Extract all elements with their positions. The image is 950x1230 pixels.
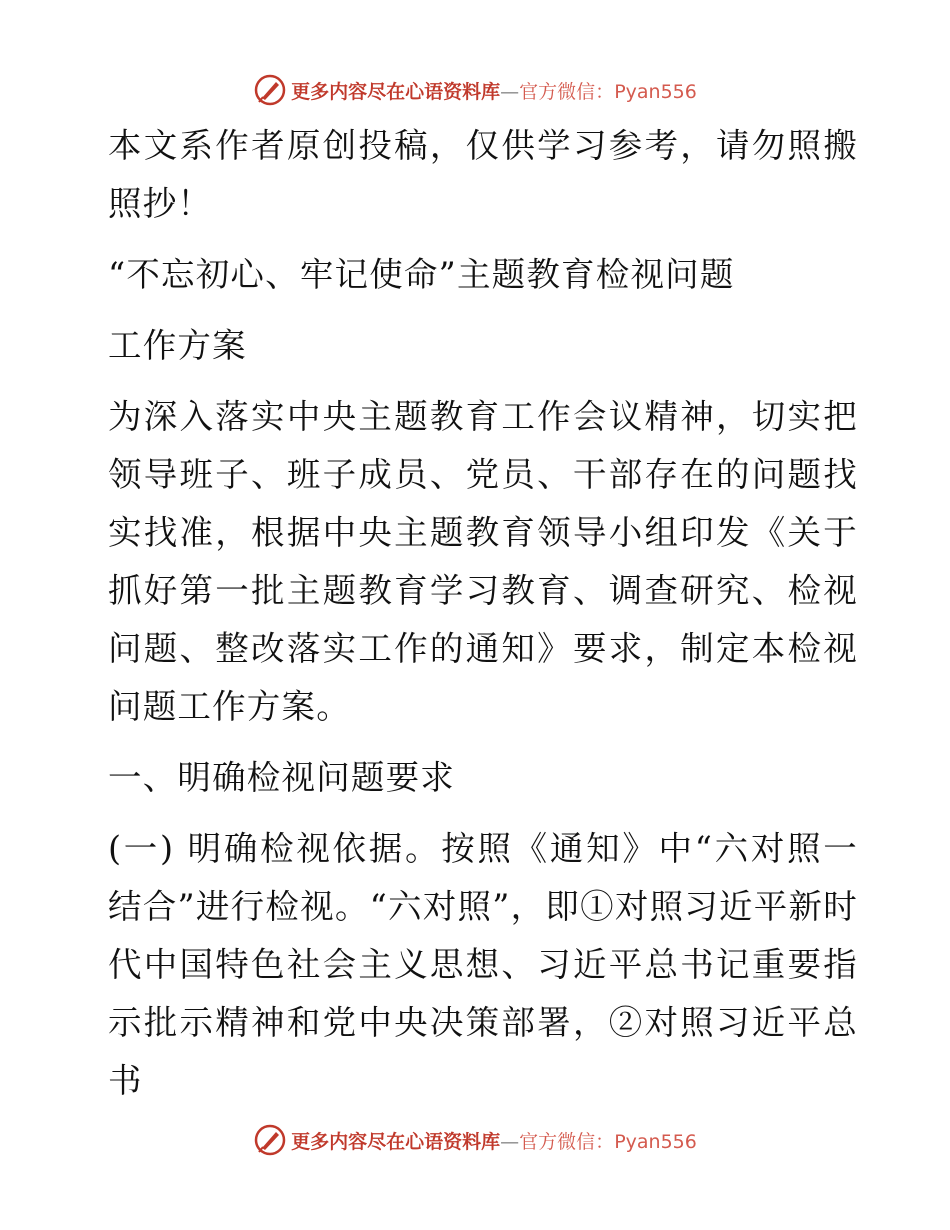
banner-separator: — (500, 80, 520, 103)
banner-wechat-label: 官方微信： (519, 1130, 615, 1153)
banner-main-text: 更多内容尽在心语资料库 (291, 1130, 501, 1153)
section1-heading: 一、明确检视问题要求 (108, 758, 455, 797)
footer-watermark-banner (0, 1120, 950, 1160)
banner-main-text: 更多内容尽在心语资料库 (291, 80, 501, 103)
banner-wechat-label: 官方微信： (519, 80, 615, 103)
banner-separator: — (500, 1130, 520, 1153)
banner-text (291, 77, 697, 104)
document-body (98, 117, 858, 1110)
banner-wechat-id: Pyan556 (614, 80, 697, 103)
doc-title-line2: 工作方案 (108, 326, 247, 365)
intro-paragraph: 为深入落实中央主题教育工作会议精神，切实把领导班子、班子成员、党员、干部存在的问题找实找准，根据中央主题教育领导小组印发《关于抓好第一批主题教育学习教育、调查研究、检视问题、整改落实工作的通知》要求，制定本检视问题工作方案。 (108, 397, 858, 726)
doc-title-line1: “不忘初心、牢记使命”主题教育检视问题 (108, 255, 735, 294)
section1-item1-paragraph: (一) 明确检视依据。按照《通知》中“六对照一结合”进行检视。“六对照”，即①对照习近平新时代中国特色社会主义思想、习近平总书记重要指示批示精神和党中央决策部署，②对照习近平总书 (108, 829, 858, 1100)
quill-logo-icon (253, 73, 287, 107)
copyright-notice: 本文系作者原创投稿，仅供学习参考，请勿照搬照抄！ (108, 126, 858, 223)
banner-wechat-id: Pyan556 (614, 1130, 697, 1153)
banner-text (291, 1127, 697, 1154)
quill-logo-icon (253, 1123, 287, 1157)
header-watermark-banner (0, 70, 950, 110)
